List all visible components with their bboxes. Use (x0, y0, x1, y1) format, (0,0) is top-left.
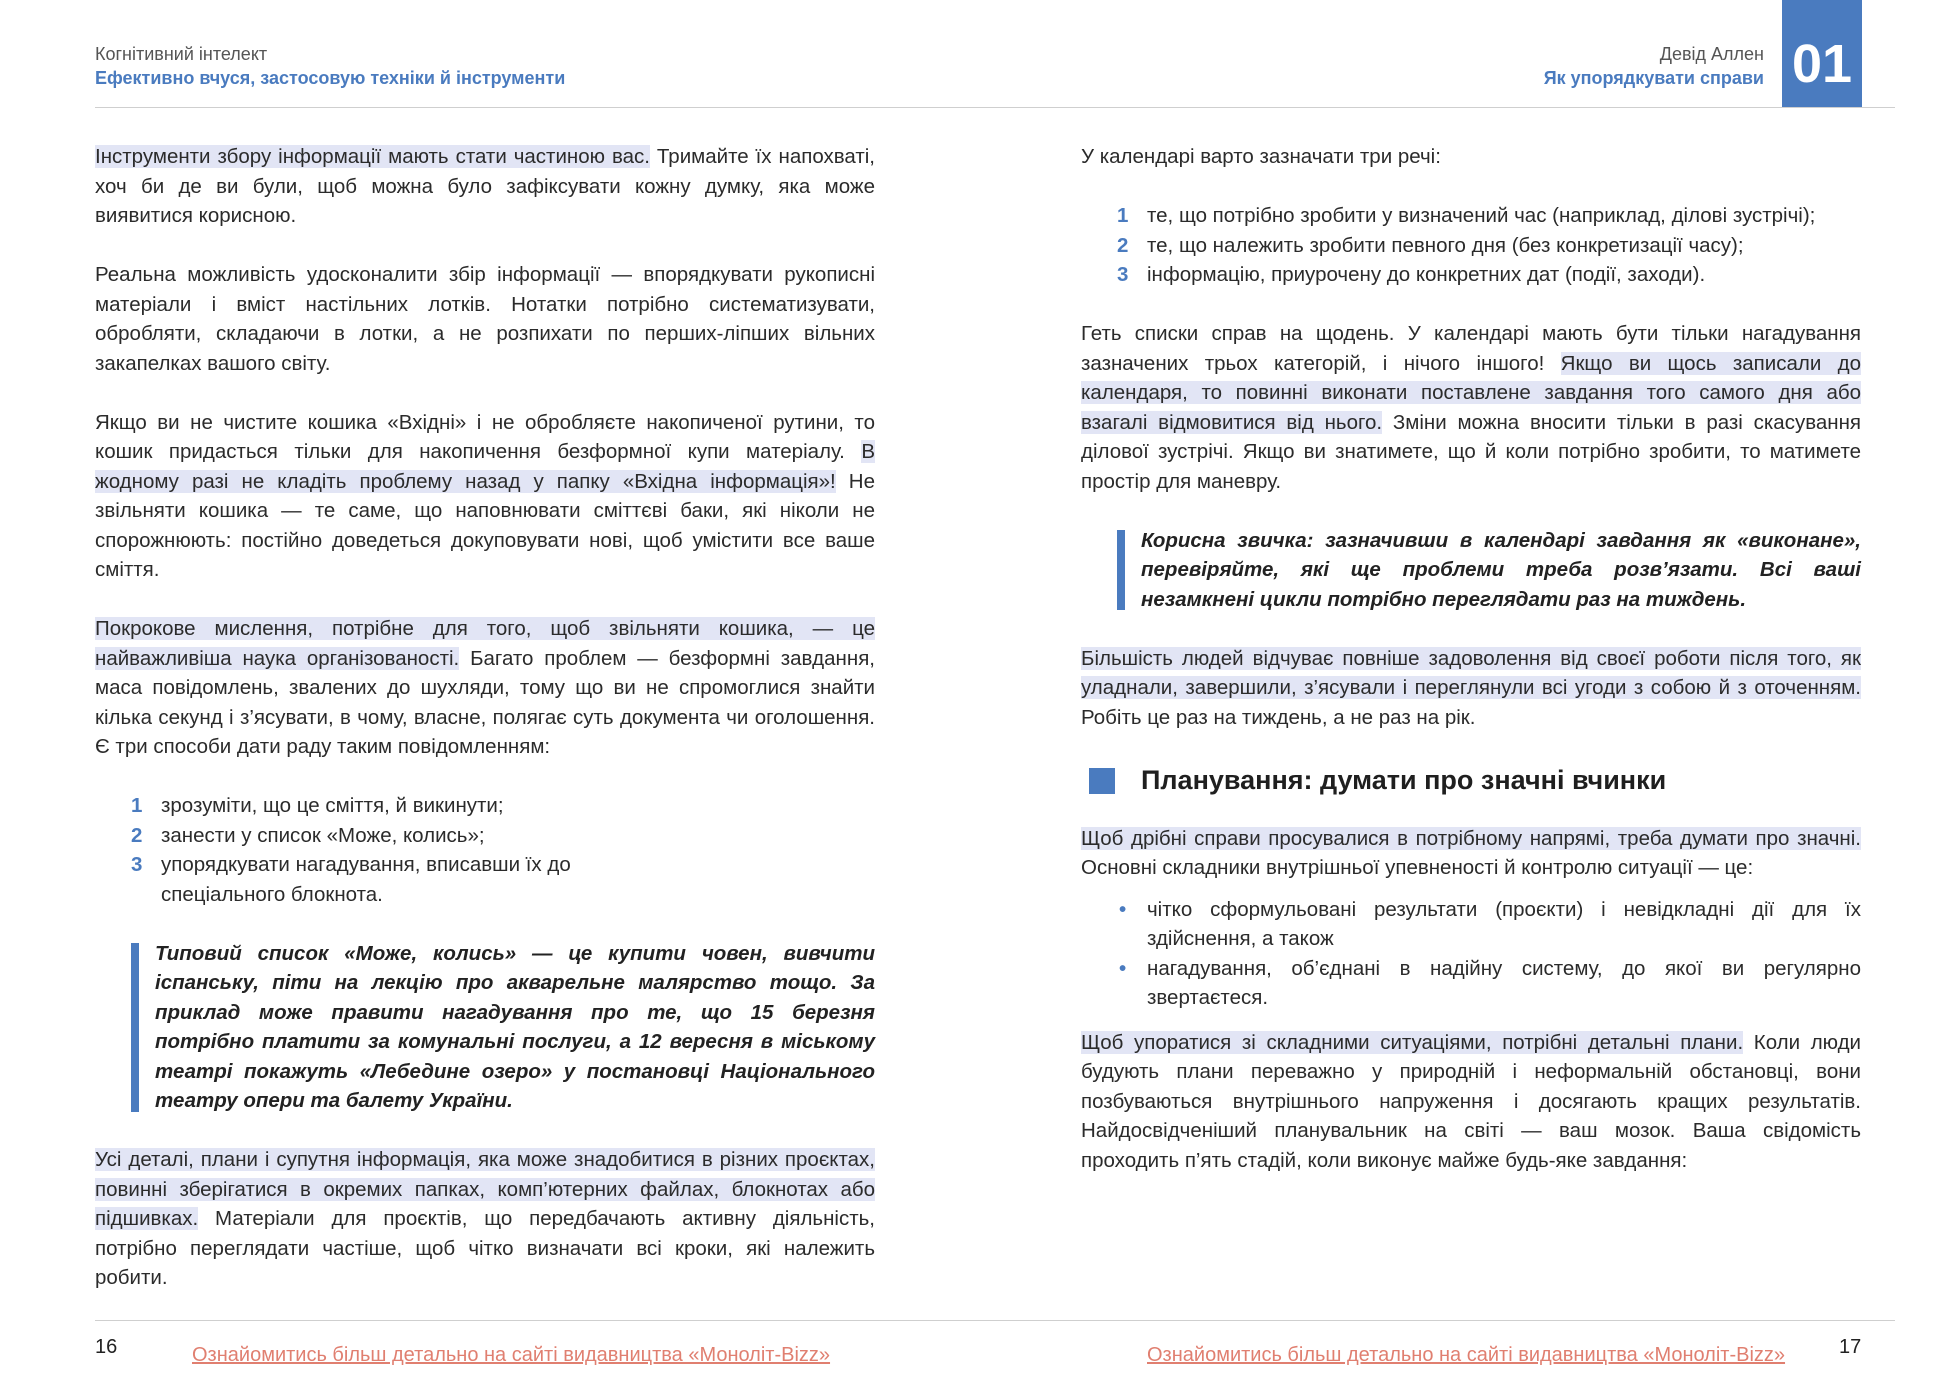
list-item (1081, 895, 1861, 954)
paragraph (95, 1145, 875, 1293)
list-item-text: те, що належить зробити певного дня (без конкретизації часу); (1147, 233, 1744, 257)
paragraph-text: Коли люди будують плани переважно у природній і неформальній обстановці, вони позбуваються внутрішнього напруження і досягають кращих результатів. Найдосвідченіший планувальник на світі — ваш мозок. Ваша свідомість проходить п’ять стадій, коли виконує майже будь-яке завдання: (1081, 1030, 1862, 1172)
list-item (95, 821, 875, 851)
highlighted-text: Покрокове мислення, потрібне для того, щоб звільняти кошика, — це найважливіша наука організованості. (95, 617, 875, 670)
section-heading (1081, 762, 1861, 798)
paragraph-text: Робіть це раз на тиждень, а не раз на рік. (1081, 705, 1476, 729)
chapter-number-badge: 01 (1782, 0, 1862, 108)
quote-text: Типовий список «Може, колись» — це купити човен, вивчити іспанську, піти на лекцію про акварельне малярство тощо. За приклад може правити нагадування про те, що 15 березня потрібно платити за комунальні послуги, а 12 вересня в міському театрі покажуть «Лебедине озеро» у постановці Національного театру опери та балету України. (155, 941, 875, 1112)
list-item (1081, 201, 1861, 231)
left-header-book-title: Когнітивний інтелект (95, 44, 268, 64)
paragraph-text: Основні складники внутрішньої упевненості й контролю ситуації — це: (1081, 856, 1754, 879)
callout-quote (131, 939, 875, 1116)
section-square-icon (1089, 768, 1115, 794)
paragraph-text: Тримайте їх напохваті, хоч би де ви були, щоб можна було зафіксувати кожну думку, яка може виявитися корисною. (95, 145, 876, 227)
highlighted-text: Усі деталі, плани і супутня інформація, яка може знадобитися в різних проєктах, повинні зберігатися в окремих папках, комп’ютерних файлах, блокнотах або підшивках. (95, 1148, 875, 1230)
left-body (95, 142, 875, 1322)
header-rule (95, 107, 1895, 108)
right-header-author: Девід Аллен (1659, 44, 1764, 64)
bullet-list (1081, 895, 1861, 1013)
quote-bar (1117, 530, 1125, 611)
quote-bar (131, 943, 139, 1112)
list-number: 3 (131, 853, 143, 876)
highlighted-text: Щоб дрібні справи просувалися в потрібному напрямі, треба думати про значні. (1081, 826, 1861, 850)
highlighted-text: Більшість людей відчуває повніше задоволення від своєї роботи після того, як уладнали, завершили, з’ясували і переглянули всі угоди з собою й з оточенням. (1081, 646, 1861, 699)
callout-quote (1117, 526, 1861, 615)
list-number: 1 (131, 794, 143, 817)
list-number: 1 (1117, 204, 1129, 227)
list-number: 2 (1117, 233, 1129, 257)
list-item-text: занести у список «Може, колись»; (161, 823, 485, 847)
list-item-text: інформацію, приурочену до конкретних дат (події, заходи). (1147, 263, 1706, 286)
bullet-icon: • (1119, 897, 1127, 921)
paragraph: У календарі варто зазначати три речі: (1081, 145, 1441, 168)
list-number: 3 (1117, 263, 1129, 286)
paragraph (95, 408, 875, 585)
paragraph-text: Зміни можна вносити тільки в разі скасування ділової зустрічі. Якщо ви знатимете, що й коли потрібно зробити, то матимете простір для маневру. (1081, 410, 1862, 493)
right-body (1081, 142, 1861, 1205)
list-item (1081, 260, 1861, 290)
right-page-number: 17 (1839, 1336, 1862, 1358)
publisher-link[interactable]: Ознайомитись більш детально на сайті видавництва «Моноліт-Bizz» (192, 1344, 831, 1366)
highlighted-text: Інструменти збору інформації мають стати частиною вас. (95, 145, 650, 168)
paragraph (1081, 824, 1861, 883)
paragraph-text: Не звільняти кошика — те саме, що наповнювати сміттєві баки, які ніколи не спорожнюють: постійно доведеться докуповувати нові, щоб умістити все ваше сміття. (95, 469, 875, 581)
paragraph-text: Якщо ви не чистите кошика «Вхідні» і не обробляєте накопиченої рутини, то кошик придасться тільки для накопичення безформної купи матеріалу. (95, 410, 875, 463)
highlighted-text: В жодному разі не кладіть проблему назад у папку «Вхідна інформація»! (95, 440, 875, 493)
paragraph (1081, 319, 1861, 496)
publisher-link[interactable]: Ознайомитись більш детально на сайті видавництва «Моноліт-Bizz» (1147, 1344, 1786, 1366)
paragraph (95, 142, 875, 231)
left-header-subtitle: Ефективно вчуся, застосовую техніки й інструменти (95, 68, 566, 88)
paragraph (1081, 644, 1861, 733)
paragraph: Реальна можливість удосконалити збір інформації — впорядкувати рукописні матеріали і вміст настільних лотків. Нотатки потрібно систематизувати, обробляти, складаючи в лотки, а не розпихати по перших-ліпших вільних закапелках вашого світу. (95, 263, 875, 375)
footer-rule (95, 1320, 1895, 1321)
list-item-text: нагадування, об’єднані в надійну систему, до якої ви регулярно звертаєтеся. (1147, 956, 1861, 1009)
highlighted-text: Щоб упоратися зі складними ситуаціями, потрібні детальні плани. (1081, 1030, 1744, 1054)
list-item-text: упорядкувати нагадування, вписавши їх до спеціального блокнота. (161, 853, 571, 906)
list-item-text: чітко сформульовані результати (проєкти) і невідкладні дії для їх здійснення, а також (1147, 897, 1861, 950)
list-item-text: те, що потрібно зробити у визначений час (наприклад, ділові зустрічі); (1147, 204, 1816, 227)
paragraph (95, 614, 875, 762)
paragraph-text: Матеріали для проєктів, що передбачають активну діяльність, потрібно переглядати частіше, щоб чітко визначати всі кроки, які належить робити. (95, 1207, 875, 1289)
numbered-list (1081, 201, 1861, 290)
section-heading-text: Планування: думати про значні вчинки (1141, 764, 1667, 795)
paragraph-text: Багато проблем — безформні завдання, маса повідомлень, звалених до шухляди, тому що ви не спромоглися знайти кілька секунд і з’ясувати, в чому, власне, полягає суть документа чи оголошення. Є три способи дати раду таким повідомленням: (95, 646, 875, 758)
quote-text: Корисна звичка: зазначивши в календарі завдання як «виконане», перевіряйте, які ще проблеми треба розв’язати. Всі ваші незамкнені цикли потрібно переглядати раз на тиждень. (1141, 528, 1861, 611)
list-item (95, 791, 875, 821)
bullet-icon: • (1119, 956, 1127, 980)
list-item (1081, 954, 1861, 1013)
list-item-text: зрозуміти, що це сміття, й викинути; (161, 794, 504, 817)
paragraph-text: Геть списки справ на щодень. У календарі мають бути тільки нагадування зазначених трьох категорій, і нічого іншого! (1081, 322, 1861, 375)
list-item (1081, 231, 1861, 261)
highlighted-text: Якщо ви щось записали до календаря, то повинні виконати поставлене завдання того самого дня або взагалі відмовитися від нього. (1081, 351, 1862, 434)
right-page (969, 0, 1938, 1388)
paragraph (1081, 1028, 1861, 1176)
list-item (95, 850, 641, 909)
left-page-number: 16 (95, 1336, 118, 1358)
right-header-book-title: Як упорядкувати справи (1543, 68, 1764, 88)
list-number: 2 (131, 823, 143, 847)
numbered-list (95, 791, 875, 909)
